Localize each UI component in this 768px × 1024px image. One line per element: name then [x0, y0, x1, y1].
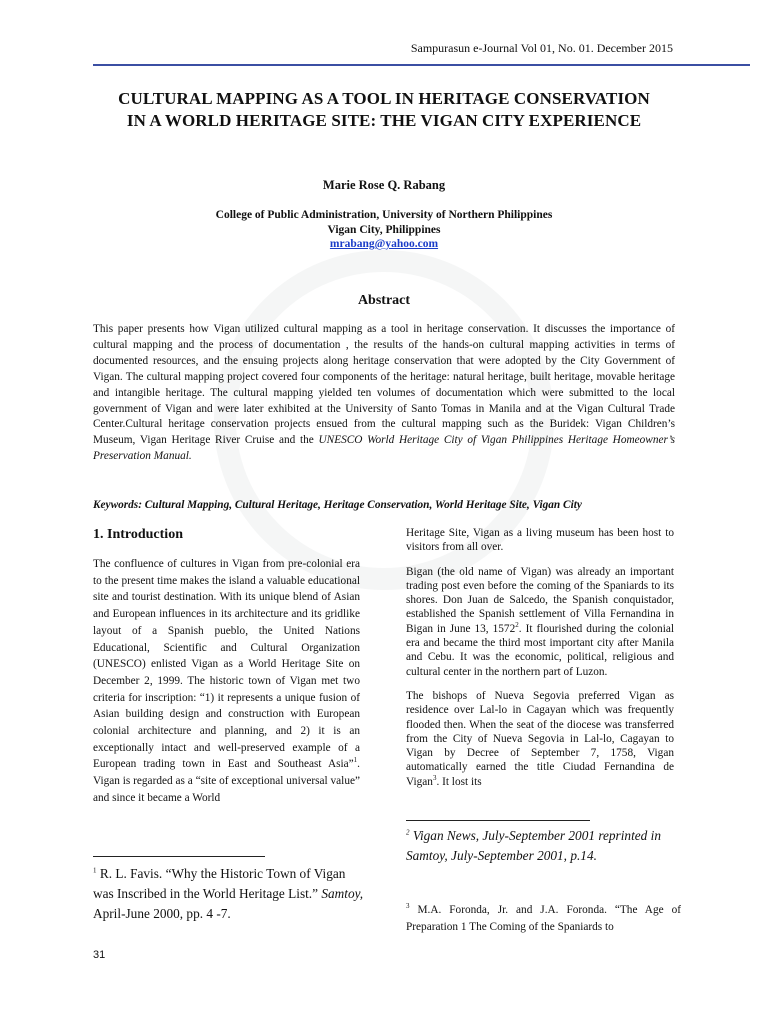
footnote-3-text: M.A. Foronda, Jr. and J.A. Foronda. “The Age of Preparation 1 The Coming of the Spaniards to	[406, 904, 681, 933]
title-line-1: CULTURAL MAPPING AS A TOOL IN HERITAGE CONSERVATION	[118, 89, 650, 108]
right-paragraph-1: Heritage Site, Vigan as a living museum has been host to visitors from all over.	[406, 527, 674, 554]
footnote-3	[406, 902, 681, 936]
header-rule	[93, 64, 750, 66]
abstract-body	[93, 322, 675, 465]
abstract-heading: Abstract	[357, 293, 411, 308]
right-column	[406, 526, 674, 789]
abstract-text: This paper presents how Vigan utilized cultural mapping as a tool in heritage conservation. It discusses the importance of cultural mapping and the process of documentation , the results of the hands-on cultural mapping activities in terms of documented resources, and the ensuing projects along heritage conservation that were adopted by the City Government of Vigan. The cultural mapping project covered four components of the heritage: natural heritage, built heritage, movable heritage and intangible heritage. The cultural mapping yielded ten volumes of documentation which were submitted to the local government of Vigan and were later exhibited at the University of Santo Tomas in Manila and at the Vigan Cultural Trade Center.Cultural heritage conservation projects ensued from the cultural mapping such as the Buridek: Vigan Children’s Museum, Vigan Heritage River Cruise and the	[93, 323, 675, 447]
intro-paragraph-1	[93, 556, 360, 807]
footnote-ref-1: 1	[353, 756, 358, 765]
author-name: Marie Rose Q. Rabang	[322, 178, 446, 192]
left-column	[93, 556, 360, 807]
footnote-2-number: 2	[406, 828, 410, 837]
section-heading-introduction: 1. Introduction	[93, 527, 183, 542]
abstract-italic-text: UNESCO World Heritage City of Vigan Philippines Heritage Homeowner’s Preservation Manual.	[93, 434, 676, 463]
footnote-1-italic: Samtoy,	[321, 886, 364, 901]
footnote-1-number: 1	[93, 866, 97, 875]
right-paragraph-3	[406, 689, 674, 789]
right-p3-text-b: . It lost its	[436, 775, 482, 788]
footnote-2-text: Vigan News, July-September 2001 reprinted in Samtoy, July-September 2001, p.14.	[406, 828, 661, 863]
footnote-1	[93, 864, 368, 924]
intro-text-a: The confluence of cultures in Vigan from pre-colonial era to the present time makes the island a valuable educational site and tourist destination. With its unique blend of Asian and European influences in its architecture and its gridlike layout of a Spanish pueblo, the United Nations Educational, Scientific and Cultural Organization (UNESCO) enlisted Vigan as a World Heritage Site on December 2, 1999. The historic town of Vigan met two criteria for inscription: “1) it represents a unique fusion of Asian building design and construction with European colonial architecture and planning, and 2) it is an exceptionally intact and well-preserved example of a European trading town in East and Southeast Asia”	[93, 558, 360, 771]
author-affiliation-block	[0, 208, 768, 252]
email-link[interactable]: mrabang@yahoo.com	[329, 238, 439, 250]
title-line-2: IN A WORLD HERITAGE SITE: THE VIGAN CITY EXPERIENCE	[126, 111, 642, 130]
page-number: 31	[93, 949, 106, 961]
footnote-1-text-a: R. L. Favis. “Why the Historic Town of Vigan was Inscribed in the World Heritage List.”	[93, 866, 346, 901]
footnote-3-number: 3	[406, 902, 410, 911]
footnote-1-text-b: April-June 2000, pp. 4 -7.	[93, 906, 231, 921]
affiliation: College of Public Administration, University of Northern Philippines	[215, 209, 553, 221]
intro-text-b: . Vigan is regarded as a “site of exceptional universal value” and since it became a World	[93, 758, 360, 804]
footnote-rule-left	[93, 856, 265, 857]
footnote-rule-right	[406, 820, 590, 821]
footnote-ref-3: 3	[432, 773, 437, 782]
right-p2-text-a: Bigan (the old name of Vigan) was already an important trading post even before the coming of the Spaniards to its shores. Don Juan de Salcedo, the Spanish conquistador, established the Spanish settlement of Villa Fernandina in Bigan in June 13, 1572	[406, 565, 674, 635]
location: Vigan City, Philippines	[327, 223, 441, 236]
footnote-2	[406, 826, 681, 866]
right-p3-text-a: The bishops of Nueva Segovia preferred Vigan as residence over Lal-lo in Cagayan which was frequently flooded then. When the seat of the diocese was transferred from the City of Nueva Segovia in Lal-lo, Cagayan to Vigan by Decree of September 7, 1758, Vigan automatically earned the title Ciudad Fernandina de Vigan	[406, 689, 674, 788]
footnote-ref-2: 2	[515, 621, 519, 630]
keywords: Keywords: Cultural Mapping, Cultural Heritage, Heritage Conservation, World Heritage Site, Vigan City	[93, 499, 582, 511]
right-paragraph-2	[406, 565, 674, 679]
right-p2-text-b: . It flourished during the colonial era and became the third most important city after Manila and Cebu. It was the economic, political, religious and cultural center in the northern part of Luzon.	[406, 622, 674, 678]
journal-header: Sampurasun e-Journal Vol 01, No. 01. December 2015	[410, 41, 673, 55]
paper-title	[60, 88, 708, 132]
